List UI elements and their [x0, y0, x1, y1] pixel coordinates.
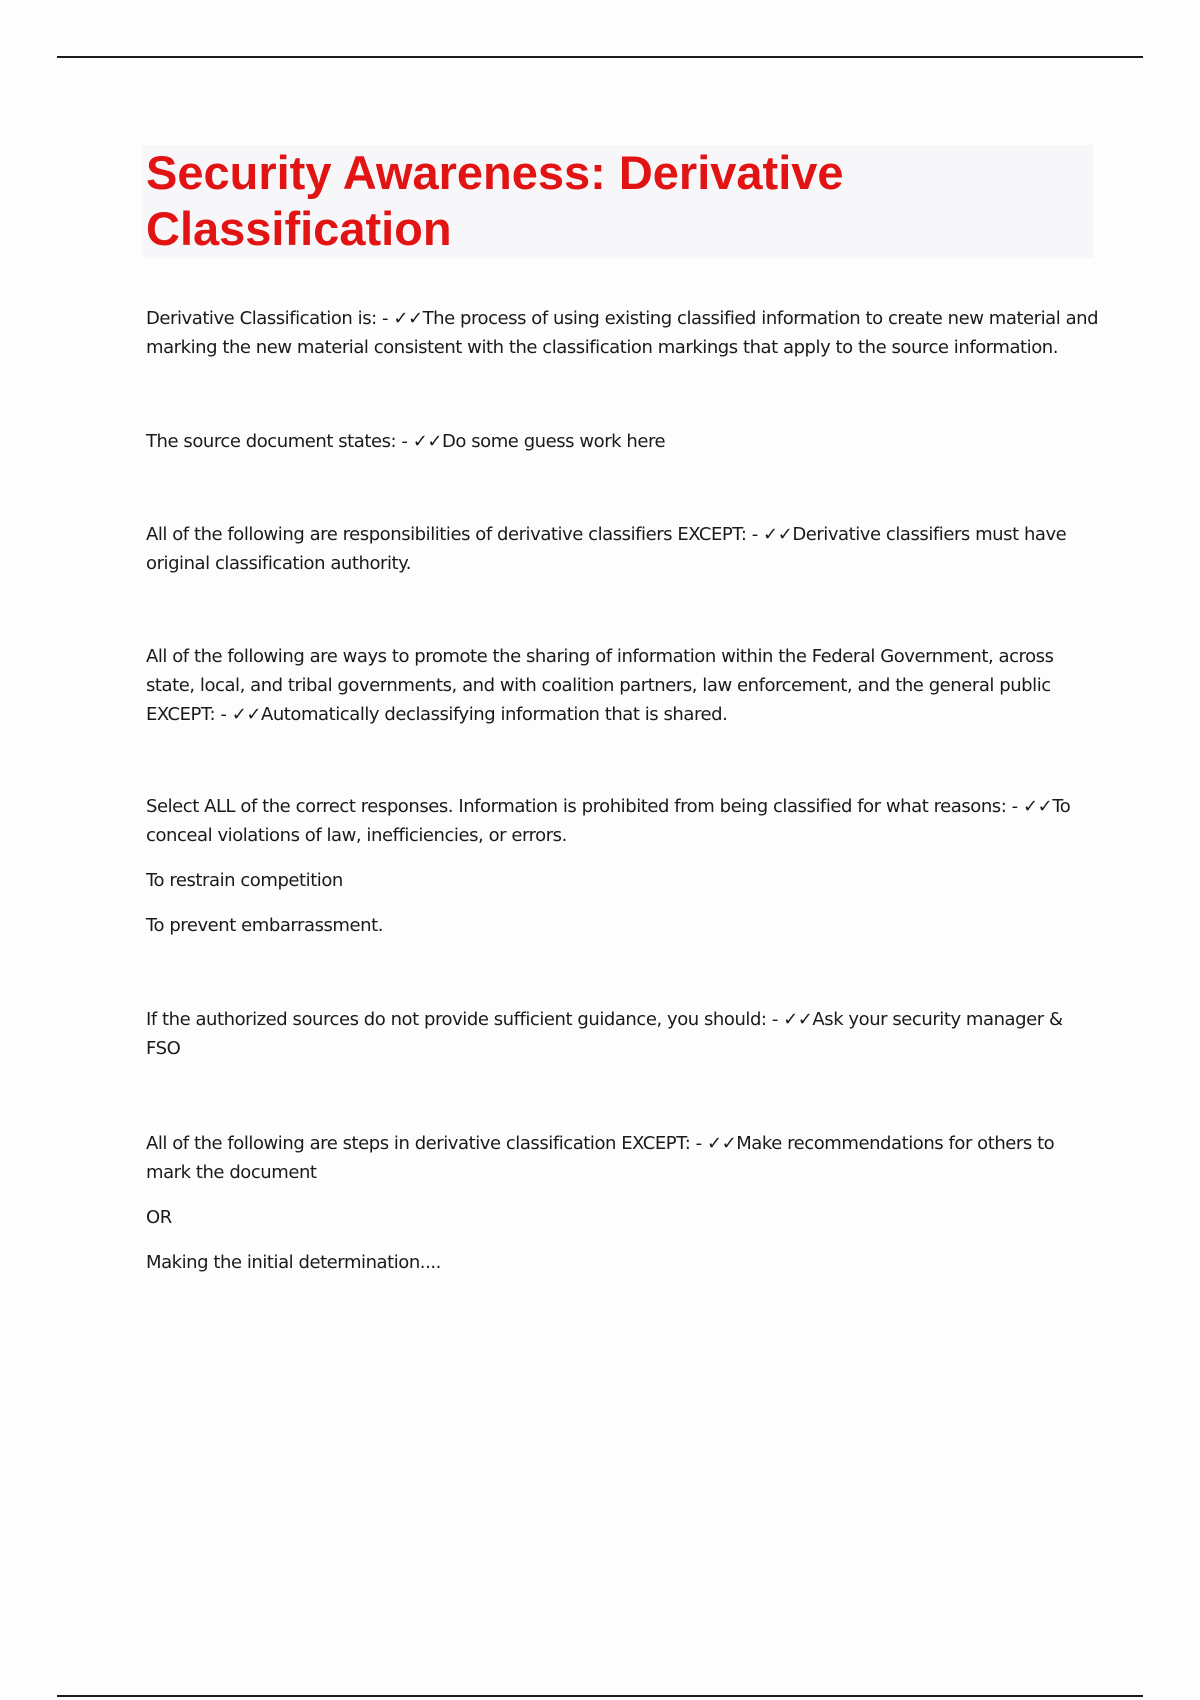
qa-extra-line: To prevent embarrassment. [146, 915, 383, 936]
qa-item [146, 642, 1101, 729]
qa-item [146, 427, 1101, 456]
bottom-rule [57, 1695, 1143, 1697]
qa-list [146, 304, 1101, 1277]
qa-text: All of the following are ways to promote the sharing of information within the Federal Government, across state, local, and tribal governments, and with coalition partners, law enforcement, and the general public EXCEPT: - ✓✓Automatically declassifying information that is shared. [146, 646, 1054, 725]
qa-text: If the authorized sources do not provide sufficient guidance, you should: - ✓✓Ask your security manager & FSO [146, 1009, 1063, 1059]
qa-item [146, 520, 1101, 578]
qa-extra-line: To restrain competition [146, 870, 343, 891]
qa-item [146, 1005, 1101, 1063]
qa-item [146, 304, 1101, 362]
top-rule [57, 56, 1143, 58]
qa-text: The source document states: - ✓✓Do some guess work here [146, 431, 666, 452]
qa-item [146, 792, 1101, 940]
qa-text: All of the following are steps in derivative classification EXCEPT: - ✓✓Make recommendations for others to mark the document [146, 1133, 1055, 1183]
document-title: Security Awareness: Derivative Classification [146, 146, 844, 255]
qa-text: Select ALL of the correct responses. Information is prohibited from being classified for what reasons: - ✓✓To conceal violations of law, inefficiencies, or errors. [146, 796, 1071, 846]
qa-text: Derivative Classification is: - ✓✓The process of using existing classified information to create new material and marking the new material consistent with the classification markings that apply to the source information. [146, 308, 1099, 358]
qa-text: All of the following are responsibilities of derivative classifiers EXCEPT: - ✓✓Derivative classifiers must have original classification authority. [146, 524, 1067, 574]
qa-item [146, 1129, 1101, 1277]
qa-extra-line: Making the initial determination.... [146, 1252, 441, 1273]
qa-extra-line: OR [146, 1207, 172, 1228]
